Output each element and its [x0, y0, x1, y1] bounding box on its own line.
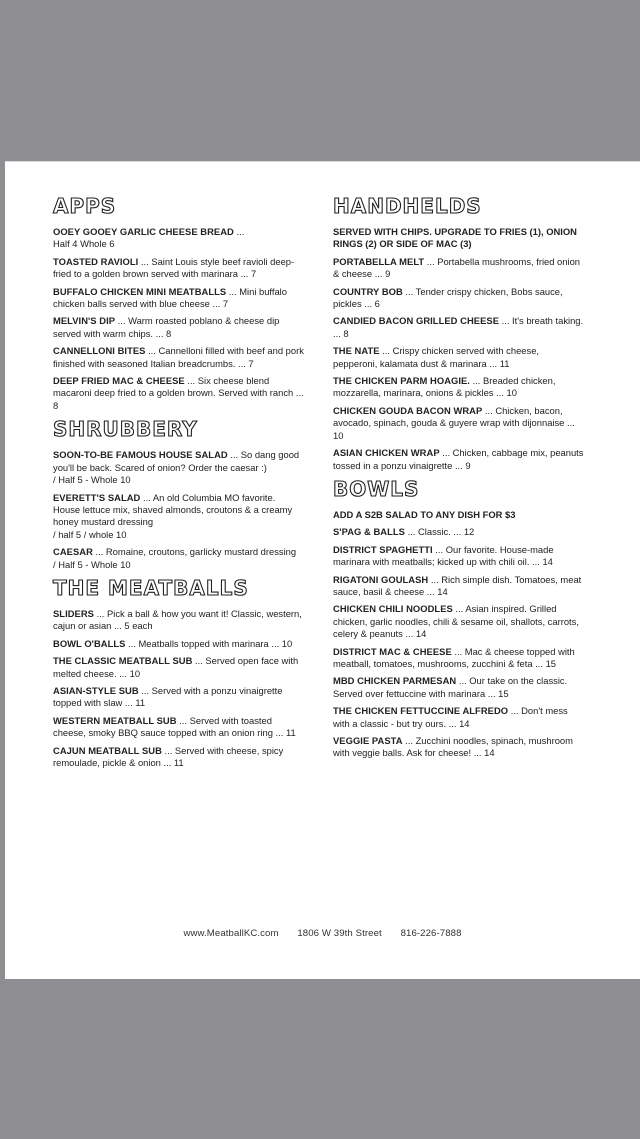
item-name: SOON-TO-BE FAMOUS HOUSE SALAD [53, 449, 228, 461]
item-desc: ... Mac & cheese topped with meatball, tomatoes, mushrooms, zucchini & feta ... 15 [333, 645, 575, 669]
item-desc: ... Rich simple dish. Tomatoes, meat sauce, basil & cheese ... 14 [333, 573, 582, 597]
menu-item [53, 638, 305, 650]
menu-item [333, 574, 585, 599]
menu-item [333, 646, 585, 671]
meatballs-heading: THE MEATBALLS [53, 575, 249, 600]
address: 1806 W 39th Street [297, 928, 382, 939]
left-column [53, 194, 305, 774]
item-name: PORTABELLA MELT [333, 255, 425, 267]
item-desc: ... Six cheese blend macaroni deep fried to a golden brown. Served with ranch ... 8 [53, 375, 304, 411]
menu-item [333, 315, 585, 340]
menu-page [5, 161, 640, 979]
menu-item [53, 286, 305, 311]
phone-number[interactable]: 816-226-7888 [400, 928, 462, 939]
item-name: DEEP FRIED MAC & CHEESE [53, 375, 185, 387]
website-link[interactable]: www.MeatballKC.com [183, 928, 279, 939]
item-name: DISTRICT MAC & CHEESE [333, 645, 452, 657]
menu-item [333, 544, 585, 569]
menu-item [53, 745, 305, 770]
item-desc: ... Romaine, croutons, garlicky mustard dressing [92, 546, 297, 558]
item-name: WESTERN MEATBALL SUB [53, 714, 177, 726]
menu-item [333, 705, 585, 730]
item-desc: ... It's breath taking. ... 8 [333, 315, 584, 339]
menu-item [333, 375, 585, 400]
item-name: VEGGIE PASTA [333, 735, 403, 746]
menu-item [53, 655, 305, 680]
item-name: CAJUN MEATBALL SUB [53, 744, 162, 756]
item-name: CANNELLONI BITES [53, 345, 146, 357]
item-name: ASIAN CHICKEN WRAP [333, 447, 440, 459]
item-desc: ... Cannelloni filled with beef and pork finished with seasoned Italian breadcrumbs. ... 7 [53, 345, 304, 369]
item-name: BOWL O'BALLS [53, 637, 126, 649]
item-extra: Half 4 Whole 6 [53, 238, 115, 250]
item-name: COUNTRY BOB [333, 285, 403, 297]
item-name: EVERETT'S SALAD [53, 491, 141, 503]
bowls-note: ADD A S2B SALAD TO ANY DISH FOR $3 [333, 508, 516, 520]
item-desc: ... Tender crispy chicken, Bobs sauce, pickles ... 6 [333, 285, 563, 310]
menu-item [333, 345, 585, 370]
footer [5, 928, 640, 939]
menu-item [53, 449, 305, 486]
menu-item [53, 375, 305, 412]
menu-item [53, 546, 305, 571]
item-desc: ... Meatballs topped with marinara ... 10 [125, 637, 293, 649]
item-desc: ... Our take on the classic. Served over fettuccine with marinara ... 15 [333, 675, 568, 699]
item-desc: ... Warm roasted poblano & cheese dip served with warm chips. ... 8 [53, 315, 280, 339]
menu-item [53, 226, 305, 251]
menu-item [333, 675, 585, 700]
menu-item [333, 603, 585, 640]
menu-item [333, 405, 585, 442]
item-desc: ... Chicken, bacon, avocado, spinach, gouda & guyere wrap with dijonnaise ... 10 [333, 404, 575, 441]
item-name: MBD CHICKEN PARMESAN [333, 675, 457, 687]
item-desc: ... Served with toasted cheese, smoky BBQ sauce topped with an onion ring ... 11 [53, 714, 296, 739]
item-name: THE CLASSIC MEATBALL SUB [53, 655, 193, 667]
item-name: THE CHICKEN FETTUCCINE ALFREDO [333, 705, 509, 717]
menu-item [53, 256, 305, 281]
handhelds-heading: HANDHELDS [333, 194, 482, 218]
menu-item [53, 715, 305, 740]
item-name: THE NATE [333, 345, 380, 357]
item-name: CHICKEN GOUDA BACON WRAP [333, 404, 483, 416]
handhelds-note: SERVED WITH CHIPS. UPGRADE TO FRIES (1), ONION RINGS (2) OR SIDE OF MAC (3) [333, 226, 577, 250]
item-desc: ... Crispy chicken served with cheese, pepperoni, kalamata dust & marinara ... 11 [333, 345, 540, 369]
item-desc: ... Our favorite. House-made marinara with meatballs; kicked up with chili oil. ... 14 [333, 543, 554, 568]
menu-item [53, 685, 305, 710]
item-desc: ... Served open face with melted cheese. ... 10 [53, 655, 299, 679]
item-name: BUFFALO CHICKEN MINI MEATBALLS [53, 285, 227, 297]
item-name: OOEY GOOEY GARLIC CHEESE BREAD [53, 226, 234, 237]
item-name: CANDIED BACON GRILLED CHEESE [333, 315, 499, 327]
menu-item [53, 492, 305, 542]
menu-item [333, 256, 585, 281]
apps-heading: APPS [53, 194, 117, 218]
item-name: S'PAG & BALLS [333, 526, 405, 538]
item-name: DISTRICT SPAGHETTI [333, 543, 433, 555]
item-desc: ... An old Columbia MO favorite. House lettuce mix, shaved almonds, croutons & a creamy honey mustard dressing [53, 491, 293, 528]
item-desc: ... [233, 226, 245, 237]
item-desc: ... Mini buffalo chicken balls served with blue cheese ... 7 [53, 285, 287, 310]
menu-item [53, 608, 305, 633]
menu-item [53, 315, 305, 340]
shrubbery-heading: SHRUBBERY [53, 417, 198, 442]
item-desc: ... Zucchini noodles, spinach, mushroom with veggie balls. Ask for cheese! ... 14 [333, 735, 573, 759]
item-extra: / Half 5 - Whole 10 [53, 558, 131, 570]
item-desc: ... Pick a ball & how you want it! Classic, western, cajun or asian ... 5 each [53, 607, 302, 632]
menu-item [333, 447, 585, 472]
item-name: MELVIN'S DIP [53, 315, 116, 327]
item-desc: ... Saint Louis style beef ravioli deep-fried to a golden brown served with marinara ... 7 [53, 255, 295, 280]
item-desc: ... Served with cheese, spicy remoulade, pickle & onion ... 11 [53, 744, 284, 768]
item-name: ASIAN-STYLE SUB [53, 684, 139, 696]
item-desc: ... Classic. ... 12 [404, 526, 475, 538]
item-desc: ... Portabella mushrooms, fried onion & cheese ... 9 [333, 255, 580, 280]
bowls-heading: BOWLS [333, 476, 420, 501]
item-desc: ... Chicken, cabbage mix, peanuts tossed in a ponzu vinaigrette ... 9 [333, 447, 584, 471]
item-desc: ... Served with a ponzu vinaigrette topped with slaw ... 11 [53, 684, 283, 709]
item-name: CHICKEN CHILI NOODLES [333, 603, 453, 615]
item-desc: ... Don't mess with a classic - but try ours. ... 14 [333, 705, 568, 729]
item-name: THE CHICKEN PARM HOAGIE. [333, 375, 470, 387]
item-desc: ... Breaded chicken, mozzarella, marinara, onions & pickles ... 10 [333, 375, 556, 399]
menu-item [333, 286, 585, 311]
menu-item [53, 345, 305, 370]
item-name: CAESAR [53, 546, 93, 558]
item-name: TOASTED RAVIOLI [53, 255, 139, 267]
item-desc: ... Asian inspired. Grilled chicken, garlic noodles, chili & sesame oil, shallots, carrots, celery & peanuts ... 14 [333, 603, 579, 640]
item-name: RIGATONI GOULASH [333, 573, 429, 585]
menu-item [333, 526, 585, 538]
item-desc: ... So dang good you'll be back. Scared of onion? Order the caesar :) [53, 449, 300, 473]
item-extra: / half 5 / whole 10 [53, 528, 127, 540]
menu-item [333, 735, 585, 760]
right-column [333, 194, 585, 765]
item-name: SLIDERS [53, 607, 94, 619]
item-extra: / Half 5 - Whole 10 [53, 474, 131, 486]
